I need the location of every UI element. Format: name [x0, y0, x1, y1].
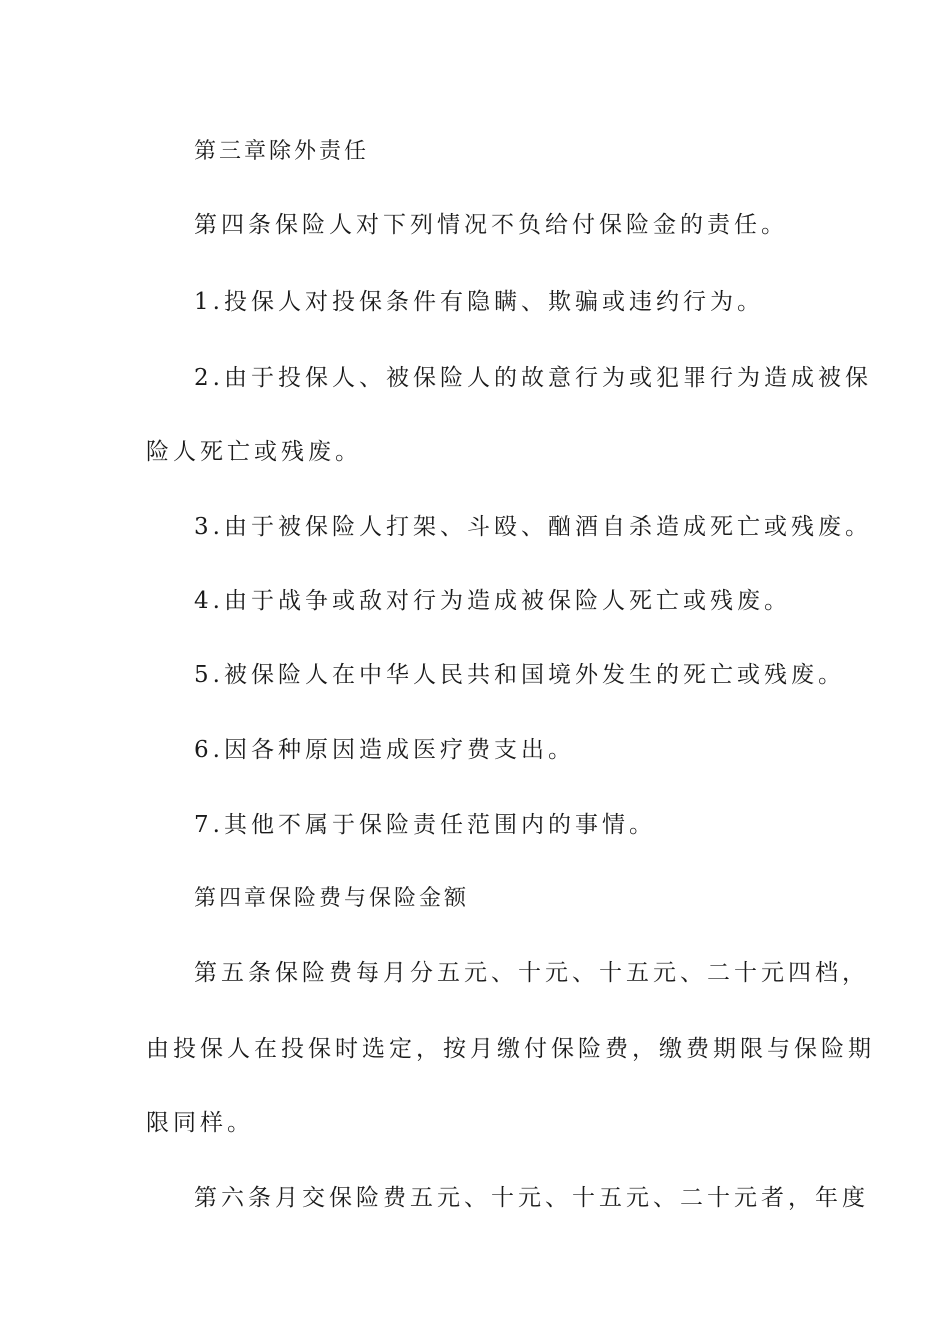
article-6-line-1: 第六条月交保险费五元、十元、十五元、二十元者，年度 — [194, 1185, 869, 1211]
list-item-2-line-1: 2.由于投保人、被保险人的故意行为或犯罪行为造成被保 — [194, 365, 872, 391]
list-item-3: 3.由于被保险人打架、斗殴、酗酒自杀造成死亡或残废。 — [194, 514, 872, 540]
list-item-4: 4.由于战争或敌对行为造成被保险人死亡或残废。 — [194, 588, 791, 614]
list-item-2-line-2: 险人死亡或残废。 — [146, 439, 362, 465]
list-item-1: 1.投保人对投保条件有隐瞒、欺骗或违约行为。 — [194, 289, 764, 315]
chapter-heading-4: 第四章保险费与保险金额 — [194, 886, 470, 911]
article-5-line-1: 第五条保险费每月分五元、十元、十五元、二十元四档， — [194, 960, 869, 986]
article-5-line-2: 由投保人在投保时选定，按月缴付保险费，缴费期限与保险期 — [146, 1036, 875, 1062]
article-5-line-3: 限同样。 — [146, 1110, 254, 1136]
list-item-6: 6.因各种原因造成医疗费支出。 — [194, 737, 575, 763]
list-item-5: 5.被保险人在中华人民共和国境外发生的死亡或残废。 — [194, 662, 845, 688]
article-4-text: 第四条保险人对下列情况不负给付保险金的责任。 — [194, 212, 788, 238]
chapter-heading-3: 第三章除外责任 — [194, 139, 370, 164]
list-item-7: 7.其他不属于保险责任范围内的事情。 — [194, 812, 656, 838]
